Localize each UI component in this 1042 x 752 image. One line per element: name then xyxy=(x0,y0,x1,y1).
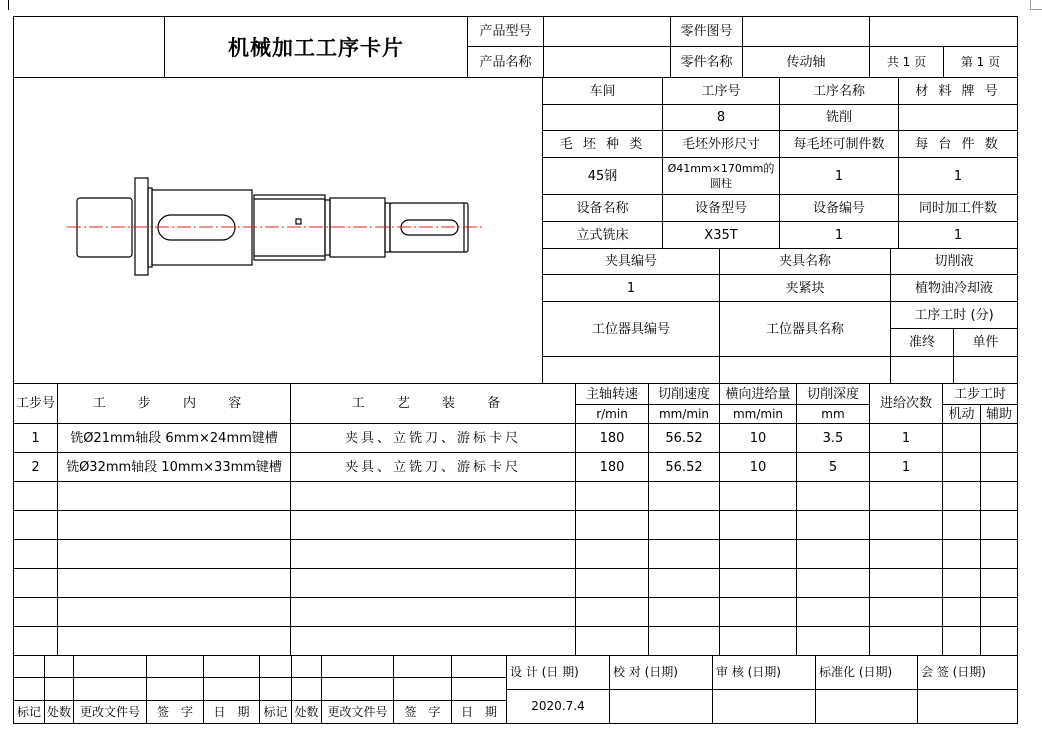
step-passes-cell[interactable] xyxy=(869,452,943,482)
machine-time-header xyxy=(942,404,981,424)
step-machine-cell[interactable] xyxy=(942,452,981,482)
review-label-text: 审 核 (日期) xyxy=(716,665,781,679)
step-passes-cell[interactable] xyxy=(869,423,943,453)
blank-type-text: 45钢 xyxy=(587,168,618,184)
product-model-label-text: 产品型号 xyxy=(479,24,532,39)
countersign-label-text: 会 签 (日期) xyxy=(921,665,986,679)
station-name-label-text: 工位器具名称 xyxy=(765,321,844,337)
step-feed-cell[interactable] xyxy=(719,452,797,482)
step-aux-cell[interactable] xyxy=(980,423,1018,453)
op-no xyxy=(662,104,780,131)
part-drawing-no-label xyxy=(670,16,743,47)
unit-time-value[interactable] xyxy=(953,356,1018,384)
step-equipment-cell[interactable] xyxy=(290,626,576,656)
revision-label xyxy=(451,700,507,724)
step-aux-cell[interactable] xyxy=(980,597,1018,627)
prep-time-label-text: 准终 xyxy=(908,335,935,350)
page-corner-mark xyxy=(1030,0,1042,10)
per-unit-text: 1 xyxy=(953,168,963,184)
design-value-text: 2020.7.4 xyxy=(531,699,585,713)
revision-cell[interactable] xyxy=(393,655,452,678)
cut-speed-unit xyxy=(648,404,720,424)
step-feed-cell-text: 10 xyxy=(749,430,767,446)
blank-size-text: Ø41mm×170mm的圆柱 xyxy=(667,162,775,190)
step-speed-cell[interactable] xyxy=(575,597,649,627)
equip-no-text: 1 xyxy=(834,227,844,243)
coolant-label-text: 切削液 xyxy=(934,254,974,269)
shaft-bearing-section xyxy=(330,198,385,257)
workshop xyxy=(542,104,663,131)
per-unit xyxy=(898,157,1018,195)
step-depth-cell-text: 3.5 xyxy=(822,430,844,446)
step-cut-speed-cell[interactable] xyxy=(648,597,720,627)
revision-label xyxy=(259,700,292,724)
revision-cell[interactable] xyxy=(73,655,147,678)
step-depth-cell[interactable] xyxy=(796,452,870,482)
step-equipment-cell-text: 夹具、立铣刀、游标卡尺 xyxy=(344,430,521,446)
equip-model-label xyxy=(662,194,780,222)
step-depth-cell-text: 5 xyxy=(828,459,838,475)
page-number-text: 第 1 页 xyxy=(960,54,1001,69)
step-no-cell[interactable] xyxy=(13,510,58,540)
fixture-name-label-text: 夹具名称 xyxy=(778,254,831,269)
step-aux-cell[interactable] xyxy=(980,568,1018,598)
revision-cell[interactable] xyxy=(44,655,74,678)
step-speed-cell[interactable] xyxy=(575,626,649,656)
depth-header-text: 切削深度 xyxy=(806,386,859,402)
blank-header-cell xyxy=(869,16,1018,47)
step-passes-cell[interactable] xyxy=(869,568,943,598)
step-speed-cell-text: 180 xyxy=(599,459,625,475)
step-depth-cell[interactable] xyxy=(796,568,870,598)
step-cut-speed-cell[interactable] xyxy=(648,481,720,511)
op-name-label-text: 工序名称 xyxy=(812,83,865,99)
revision-label-text: 更改文件号 xyxy=(79,704,140,719)
fixture-no-label-text: 夹具编号 xyxy=(604,254,657,269)
step-equipment-cell[interactable] xyxy=(290,597,576,627)
part-name-value xyxy=(742,46,870,78)
step-passes-cell[interactable] xyxy=(869,539,943,569)
step-aux-cell[interactable] xyxy=(980,539,1018,569)
revision-label xyxy=(321,700,394,724)
blank-type-label-text: 毛 坯 种 类 xyxy=(559,136,646,152)
fixture-no-value xyxy=(542,274,720,302)
step-speed-cell[interactable] xyxy=(575,481,649,511)
logo-cell xyxy=(13,16,165,78)
workshop-label xyxy=(542,77,663,105)
design-label xyxy=(506,655,610,690)
shaft-flange xyxy=(135,178,148,275)
revision-label-text: 签 字 xyxy=(156,704,193,719)
revision-label xyxy=(13,700,45,724)
op-name-label xyxy=(779,77,899,105)
revision-cell[interactable] xyxy=(13,677,45,701)
total-pages xyxy=(869,46,944,78)
part-name-label-text: 零件名称 xyxy=(680,54,733,70)
shaft-collar xyxy=(148,188,152,267)
product-name-label xyxy=(467,46,544,78)
step-aux-cell[interactable] xyxy=(980,626,1018,656)
step-passes-cell[interactable] xyxy=(869,481,943,511)
feed-unit xyxy=(719,404,797,424)
step-feed-cell[interactable] xyxy=(719,568,797,598)
blank-type xyxy=(542,157,663,195)
step-feed-cell[interactable] xyxy=(719,626,797,656)
part-drawing-no-value[interactable] xyxy=(742,16,870,47)
step-passes-cell[interactable] xyxy=(869,626,943,656)
revision-label-text: 日 期 xyxy=(213,704,250,719)
depth-header xyxy=(796,383,870,405)
station-no-value[interactable] xyxy=(542,356,720,384)
speed-header xyxy=(575,383,649,405)
op-name xyxy=(779,104,899,131)
op-no-label xyxy=(662,77,780,105)
revision-cell[interactable] xyxy=(203,677,260,701)
step-feed-cell[interactable] xyxy=(719,423,797,453)
passes-header-text: 进给次数 xyxy=(879,396,932,411)
step-cut-speed-cell-text: 56.52 xyxy=(665,430,703,446)
blank-size xyxy=(662,157,780,195)
design-value[interactable] xyxy=(506,689,610,724)
step-machine-cell[interactable] xyxy=(942,510,981,540)
product-model-label xyxy=(467,16,544,47)
shaft-main-section xyxy=(152,190,252,265)
step-machine-cell[interactable] xyxy=(942,597,981,627)
op-time-label-text: 工序工时 (分) xyxy=(914,307,994,323)
op-no-text: 8 xyxy=(716,110,726,125)
material-label xyxy=(898,77,1018,105)
step-content-cell-text: 铣Ø32mm轴段 10mm×33mm键槽 xyxy=(66,459,282,475)
coolant-label xyxy=(890,248,1018,275)
revision-label xyxy=(146,700,204,724)
feed-header xyxy=(719,383,797,405)
cut-speed-header xyxy=(648,383,720,405)
revision-cell[interactable] xyxy=(73,677,147,701)
coolant-value-text: 植物油冷却液 xyxy=(914,280,993,296)
marker-square xyxy=(296,219,301,224)
prep-time-value[interactable] xyxy=(890,356,954,384)
part-drawing-no-label-text: 零件图号 xyxy=(680,24,733,39)
equip-name-text: 立式铣床 xyxy=(576,227,629,243)
prep-time-label xyxy=(890,328,954,357)
standard-value[interactable] xyxy=(815,689,918,724)
standard-label xyxy=(815,655,918,690)
step-equipment-cell-text: 夹具、立铣刀、游标卡尺 xyxy=(344,459,521,475)
unit-time-label-text: 单件 xyxy=(972,335,999,350)
step-equipment-cell[interactable] xyxy=(290,568,576,598)
step-no-cell[interactable] xyxy=(13,597,58,627)
equip-model xyxy=(662,221,780,249)
revision-cell[interactable] xyxy=(291,677,322,701)
step-no-cell-text: 2 xyxy=(31,459,40,475)
step-content-header xyxy=(57,383,291,424)
revision-cell[interactable] xyxy=(321,677,394,701)
step-speed-cell[interactable] xyxy=(575,539,649,569)
equip-no-label-text: 设备编号 xyxy=(812,200,865,216)
blank-size-label xyxy=(662,130,780,158)
revision-label xyxy=(44,700,74,724)
simul-label xyxy=(898,194,1018,222)
step-no-cell[interactable] xyxy=(13,626,58,656)
step-speed-cell[interactable] xyxy=(575,510,649,540)
shaft-groove xyxy=(385,203,390,252)
revision-label-text: 处数 xyxy=(46,704,71,719)
step-depth-cell[interactable] xyxy=(796,539,870,569)
review-label xyxy=(712,655,816,690)
step-cut-speed-cell[interactable] xyxy=(648,423,720,453)
revision-cell[interactable] xyxy=(13,655,45,678)
revision-label xyxy=(203,700,260,724)
step-machine-cell[interactable] xyxy=(942,423,981,453)
revision-label xyxy=(73,700,147,724)
fixture-name-value xyxy=(719,274,891,302)
step-content-cell[interactable] xyxy=(57,452,291,482)
cut-speed-header-text: 切削速度 xyxy=(657,386,710,402)
step-speed-cell-text: 180 xyxy=(599,430,625,446)
revision-label-text: 标记 xyxy=(263,704,288,719)
step-equipment-header-text: 工 艺 装 备 xyxy=(351,396,515,411)
aux-time-header-text: 辅助 xyxy=(985,406,1012,422)
revision-cell[interactable] xyxy=(451,677,507,701)
check-label xyxy=(609,655,713,690)
blank-size-label-text: 毛坯外形尺寸 xyxy=(681,136,760,152)
per-blank-label xyxy=(779,130,899,158)
simul-text: 1 xyxy=(953,227,963,243)
revision-cell[interactable] xyxy=(146,677,204,701)
per-blank-text: 1 xyxy=(834,168,844,184)
revision-label-text: 日 期 xyxy=(460,704,497,719)
step-depth-cell[interactable] xyxy=(796,423,870,453)
step-no-header-text: 工步号 xyxy=(15,396,55,411)
workshop-label-text: 车间 xyxy=(589,83,616,99)
standard-label-text: 标准化 (日期) xyxy=(819,665,893,679)
step-no-cell[interactable] xyxy=(13,423,58,453)
shaft-right-end xyxy=(390,203,468,252)
step-machine-cell[interactable] xyxy=(942,626,981,656)
step-cut-speed-cell[interactable] xyxy=(648,452,720,482)
passes-header xyxy=(869,383,943,424)
fixture-name-value-text: 夹紧块 xyxy=(785,280,825,296)
step-feed-cell[interactable] xyxy=(719,510,797,540)
revision-label xyxy=(393,700,452,724)
step-cut-speed-cell[interactable] xyxy=(648,539,720,569)
per-unit-label-text: 每 台 件 数 xyxy=(915,136,1001,152)
step-content-header-text: 工 步 内 容 xyxy=(92,396,256,411)
part-name-value-text: 传动轴 xyxy=(786,54,826,70)
step-no-header xyxy=(13,383,58,424)
step-machine-cell[interactable] xyxy=(942,568,981,598)
design-label-text: 设 计 (日 期) xyxy=(510,665,579,679)
shaft-groove xyxy=(325,200,330,255)
revision-label xyxy=(291,700,322,724)
revision-cell[interactable] xyxy=(259,655,292,678)
step-passes-cell-text: 1 xyxy=(901,459,911,475)
material-label-text: 材 料 牌 号 xyxy=(915,83,1001,99)
depth-unit xyxy=(796,404,870,424)
step-content-cell[interactable] xyxy=(57,568,291,598)
page-corner-mark xyxy=(8,0,9,10)
part-name-label xyxy=(670,46,743,78)
step-content-cell[interactable] xyxy=(57,539,291,569)
keyway-large xyxy=(158,215,235,240)
op-no-label-text: 工序号 xyxy=(701,83,741,99)
step-depth-cell[interactable] xyxy=(796,597,870,627)
check-label-text: 校 对 (日期) xyxy=(613,665,678,679)
station-no-label-text: 工位器具编号 xyxy=(591,321,670,337)
step-content-cell[interactable] xyxy=(57,510,291,540)
revision-label-text: 标记 xyxy=(16,704,41,719)
cut-speed-unit-text: mm/min xyxy=(658,406,710,421)
step-content-cell[interactable] xyxy=(57,423,291,453)
feed-unit-text: mm/min xyxy=(732,406,784,421)
step-feed-cell[interactable] xyxy=(719,597,797,627)
per-blank-label-text: 每毛坯可制件数 xyxy=(793,136,885,152)
equip-model-label-text: 设备型号 xyxy=(694,200,747,216)
revision-cell[interactable] xyxy=(393,677,452,701)
station-no-label xyxy=(542,301,720,357)
step-depth-cell[interactable] xyxy=(796,626,870,656)
feed-header-text: 横向进给量 xyxy=(725,386,791,402)
step-passes-cell[interactable] xyxy=(869,597,943,627)
step-content-cell[interactable] xyxy=(57,626,291,656)
revision-cell[interactable] xyxy=(291,655,322,678)
equip-no-label xyxy=(779,194,899,222)
product-name-value[interactable] xyxy=(543,46,671,78)
step-cut-speed-cell[interactable] xyxy=(648,510,720,540)
step-time-header xyxy=(942,383,1018,405)
speed-unit-text: r/min xyxy=(596,406,628,421)
revision-cell[interactable] xyxy=(259,677,292,701)
shaft-left-journal xyxy=(77,198,132,257)
unit-time-label xyxy=(953,328,1018,357)
equip-name xyxy=(542,221,663,249)
revision-cell[interactable] xyxy=(146,655,204,678)
blank-type-label xyxy=(542,130,663,158)
equip-name-label xyxy=(542,194,663,222)
step-time-header-text: 工步工时 xyxy=(953,386,1006,402)
simul-label-text: 同时加工件数 xyxy=(918,200,997,216)
step-feed-cell[interactable] xyxy=(719,481,797,511)
revision-cell[interactable] xyxy=(44,677,74,701)
step-passes-cell[interactable] xyxy=(869,510,943,540)
equip-model-text: X35T xyxy=(704,227,738,243)
card-title-text: 机械加工工序卡片 xyxy=(228,34,404,60)
step-cut-speed-cell[interactable] xyxy=(648,568,720,598)
revision-cell[interactable] xyxy=(203,655,260,678)
step-aux-cell[interactable] xyxy=(980,510,1018,540)
op-name-text: 铣削 xyxy=(825,110,852,125)
per-blank xyxy=(779,157,899,195)
fixture-no-value-text: 1 xyxy=(626,280,636,296)
material xyxy=(898,104,1018,131)
step-equipment-cell[interactable] xyxy=(290,423,576,453)
step-cut-speed-cell[interactable] xyxy=(648,626,720,656)
speed-unit xyxy=(575,404,649,424)
step-no-cell[interactable] xyxy=(13,452,58,482)
card-title xyxy=(164,16,468,78)
simul xyxy=(898,221,1018,249)
step-feed-cell-text: 10 xyxy=(749,459,767,475)
step-equipment-cell[interactable] xyxy=(290,481,576,511)
aux-time-header xyxy=(980,404,1018,424)
step-aux-cell[interactable] xyxy=(980,452,1018,482)
step-equipment-cell[interactable] xyxy=(290,539,576,569)
countersign-value[interactable] xyxy=(917,689,1018,724)
step-no-cell[interactable] xyxy=(13,568,58,598)
keyway-small xyxy=(401,220,458,235)
step-equipment-cell[interactable] xyxy=(290,452,576,482)
step-speed-cell[interactable] xyxy=(575,423,649,453)
fixture-no-label xyxy=(542,248,720,275)
revision-cell[interactable] xyxy=(321,655,394,678)
step-speed-cell[interactable] xyxy=(575,452,649,482)
step-machine-cell[interactable] xyxy=(942,539,981,569)
check-value[interactable] xyxy=(609,689,713,724)
step-no-cell[interactable] xyxy=(13,539,58,569)
step-no-cell[interactable] xyxy=(13,481,58,511)
countersign-label xyxy=(917,655,1018,690)
step-equipment-header xyxy=(290,383,576,424)
step-no-cell-text: 1 xyxy=(31,430,40,446)
review-value[interactable] xyxy=(712,689,816,724)
coolant-value xyxy=(890,274,1018,302)
product-name-label-text: 产品名称 xyxy=(479,54,532,70)
station-name-label xyxy=(719,301,891,357)
equip-name-label-text: 设备名称 xyxy=(576,200,629,216)
step-speed-cell[interactable] xyxy=(575,568,649,598)
step-cut-speed-cell-text: 56.52 xyxy=(665,459,703,475)
op-time-label xyxy=(890,301,1018,329)
step-passes-cell-text: 1 xyxy=(901,430,911,446)
step-depth-cell[interactable] xyxy=(796,510,870,540)
step-feed-cell[interactable] xyxy=(719,539,797,569)
speed-header-text: 主轴转速 xyxy=(585,386,638,402)
product-model-value[interactable] xyxy=(543,16,671,47)
revision-label-text: 签 字 xyxy=(404,704,441,719)
fixture-name-label xyxy=(719,248,891,275)
depth-unit-text: mm xyxy=(821,406,845,421)
step-machine-cell[interactable] xyxy=(942,481,981,511)
total-pages-text: 共 1 页 xyxy=(886,54,927,69)
shaft-drawing xyxy=(13,77,542,383)
step-content-cell[interactable] xyxy=(57,597,291,627)
step-aux-cell[interactable] xyxy=(980,481,1018,511)
step-equipment-cell[interactable] xyxy=(290,510,576,540)
page-number xyxy=(943,46,1018,78)
station-name-value[interactable] xyxy=(719,356,891,384)
step-content-cell-text: 铣Ø21mm轴段 6mm×24mm键槽 xyxy=(70,430,278,446)
step-depth-cell[interactable] xyxy=(796,481,870,511)
revision-label-text: 更改文件号 xyxy=(327,704,388,719)
shaft-middle-section xyxy=(254,195,325,260)
revision-cell[interactable] xyxy=(451,655,507,678)
step-content-cell[interactable] xyxy=(57,481,291,511)
equip-no xyxy=(779,221,899,249)
machine-time-header-text: 机动 xyxy=(948,406,975,422)
per-unit-label xyxy=(898,130,1018,158)
revision-label-text: 处数 xyxy=(294,704,319,719)
